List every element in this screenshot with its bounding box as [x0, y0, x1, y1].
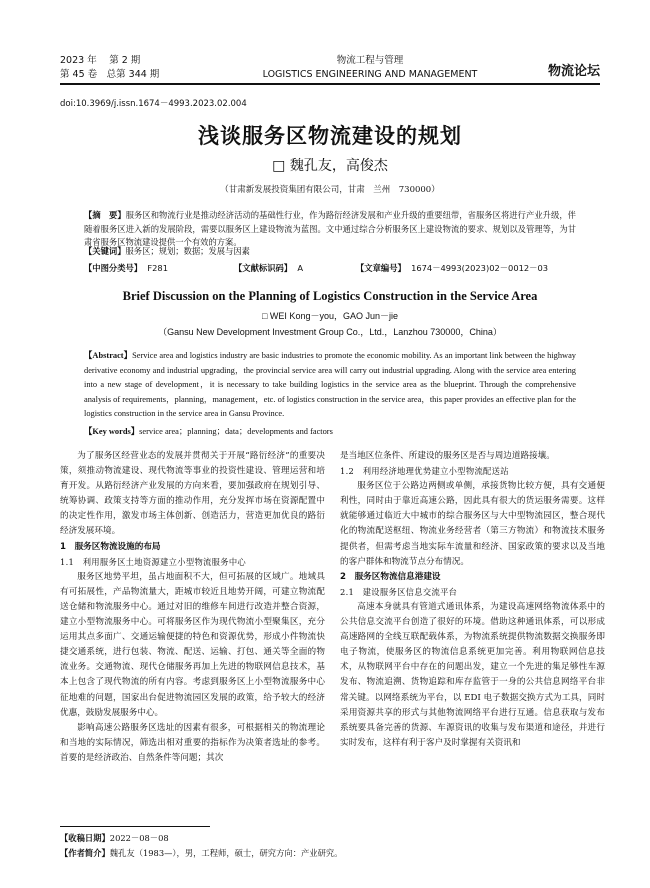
- issue-info: [60, 54, 159, 82]
- keywords-en: [84, 425, 576, 437]
- paragraph: 为了服务区经营业态的发展并贯彻关于开展“路衍经济”的重要决策，须推动物流建设、现代物流等事业的投资性建设、管理运营和培育开发。从路衍经济产业发展的方向来看，要加强政府在规划引导、统筹协调、政策支持等方面的推动作用，充分发挥市场在资源配置中的决定性作用，激发市场主体创新、创造活力，营造更加优良的路衍经济发展环境。: [60, 451, 325, 537]
- abstract-en: [84, 349, 576, 422]
- abstract-text: 服务区和物流行业是推动经济活动的基础性行业，作为路衍经济发展和产业升级的重要纽带，省服务区将进行产业升级，伴随着服务区进入新的发展阶段，需要以服务区上建设物流为蓝图。文中通过综合分析服务区上建设物流的要求、规划以及管理等，为甘肃省服务区物流建设提供一个有效的方案。: [84, 210, 576, 247]
- journal-name-en: LOGISTICS ENGINEERING AND MANAGEMENT: [262, 69, 478, 80]
- journal-header: [60, 54, 600, 84]
- affiliation: （甘肃新发展投资集团有限公司，甘肃 兰州 730000）: [220, 185, 440, 195]
- column-name: 物流论坛: [547, 64, 600, 79]
- article-title: 浅谈服务区物流建设的规划: [198, 124, 462, 148]
- doi: doi:10.3969/j.issn.1674－4993.2023.02.004: [60, 99, 247, 109]
- abstract-label: 【摘 要】: [84, 210, 126, 220]
- section-heading: 1 服务区物流设施的布局: [60, 541, 161, 552]
- paragraph: 服务区地势平坦，虽占地面积不大，但可拓展的区域广。地域具有可拓展性，产品物流量大，距城市较近且地势开阔，可建立物流配送仓储和物流服务中心。通过对旧的维修车间进行改造并整合资源，建立小型物流服务中心。可将服务区作为现代物流小型聚集区，充分运用其点多面广、交通运输便捷的特色和资源优势，形成小件物流快捷交通系统，进行包装、物流、配送、运输、打包、通关等全面的物流业务。交通物流、现代仓储服务再加上先进的物联网信息技术，基本上包含了现代物流的所有内容。考虑到服务区上小型物流服务中心征地难的问题，国家出台促进物流园区发展的政策，给予较大的经济优惠，鼓励发展服务中心。: [60, 571, 325, 718]
- journal-name: [250, 54, 490, 82]
- abstract-cn: [84, 209, 576, 250]
- authors: □ 魏孔友，高俊杰: [272, 158, 388, 174]
- subsection-heading: 1.1 利用服务区土地资源建立小型物流服务中心: [60, 556, 247, 567]
- abstract-en-label: 【Abstract】: [84, 351, 133, 360]
- english-authors: □ WEI Kong－you，GAO Jun－jie: [262, 311, 398, 321]
- received-date: 【收稿日期】2022－08－08: [60, 833, 169, 843]
- document-code: 【文献标识码】 A: [234, 263, 304, 273]
- keywords-en-label: 【Key words】: [84, 427, 140, 436]
- issue-line-2: 第 45 卷 总第 344 期: [60, 69, 160, 80]
- subsection-heading: 2.1 建设服务区信息交流平台: [340, 586, 458, 597]
- section-heading: 2 服务区物流信息港建设: [340, 571, 441, 582]
- english-title: Brief Discussion on the Planning of Logistics Construction in the Service Area: [122, 289, 538, 303]
- subsection-heading: 1.2 利用经济地理优势建立小型物流配送站: [340, 466, 509, 477]
- journal-name-cn: 物流工程与管理: [336, 55, 404, 66]
- abstract-en-text: Service area and logistics industry are basic industries to promote the economic mobility. As an important link between the highway derivative economy and industrial upgrading，the provincial service area will carry out industrial upgrading. Along with the service area entering into a new stage of development，it is necessary to take building logistics in the service area as the blueprint. Through the comprehensive analysis of requirements，planning，management，etc. of logistics construction in the service area，this paper provides an effective plan for the logistics construction in the service area in Gansu Province.: [84, 351, 576, 419]
- english-affiliation: （Gansu New Development Investment Group Co.，Ltd.，Lanzhou 730000，China）: [158, 327, 502, 337]
- header-rule: [60, 83, 600, 85]
- article-number: 【文章编号】 1674－4993(2023)02－0012－03: [356, 263, 549, 273]
- paragraph: 影响高速公路服务区选址的因素有很多，可根据相关的物流理论和当地的实际情况，筛选出相对重要的指标作为决策者选址的参考。首要的是经济政治、自然条件等问题；其次: [60, 722, 325, 763]
- keywords-cn: [84, 245, 576, 257]
- footnote-rule: [60, 826, 210, 827]
- paragraph: 服务区位于公路边两侧或单侧，承接货物比较方便，具有交通便利性，同时由于靠近高速公路，因此具有很大的货运服务需要。这样就能够通过临近大中城市的综合服务区与大中型物流园区，整合现代化的物流配送枢纽、物流业务经营者（第三方物流）和物流技术服务提供者，但需考虑当地实际车流量和经济、国家政策的要求以及当地的客户群体和物流节点分布情况。: [340, 481, 605, 567]
- keywords-label: 【关键词】: [84, 246, 126, 256]
- paragraph: 高速本身就具有管道式通讯体系，为建设高速网络物流体系中的公共信息交流平台创造了很好的环境。借助这种通讯体系，可以形成高速路网的全线互联配载体系，为物流系统提供物流数据交换服务即电子物流，使服务区的物流信息系统更加完善。利用物联网信息技术，从物联网平台中存在的问题出发，建立一个先进的集足够性车源发布、物流追溯、货物追踪和库存监管于一身的公共信息网络平台非常关键。以网络系统为平台，以 EDI 电子数据交换方式为工具，同时采用资源共享的形式与其他物流网络平台进行互通。信息获取与发布系统要具备完善的货源、车源资讯的收集与发布渠道和途径，并进行实时发布，这样有利于客户及时掌握有关资讯和: [340, 601, 605, 748]
- keywords-en-text: service area；planning；data；developments and factors: [139, 427, 333, 436]
- paragraph: 是当地区位条件、所建设的服务区是否与周边道路接壤。: [340, 451, 555, 461]
- keywords-text: 服务区；规划；数据；发展与因素: [125, 246, 250, 256]
- author-bio: 【作者简介】魏孔友（1983—），男，工程师，硕士，研究方向：产业研究。: [60, 848, 343, 858]
- issue-line-1: 2023 年 第 2 期: [60, 55, 141, 66]
- body-column-left: [60, 449, 325, 766]
- body-column-right: [340, 449, 605, 751]
- clc-number: 【中图分类号】 F281: [84, 263, 168, 273]
